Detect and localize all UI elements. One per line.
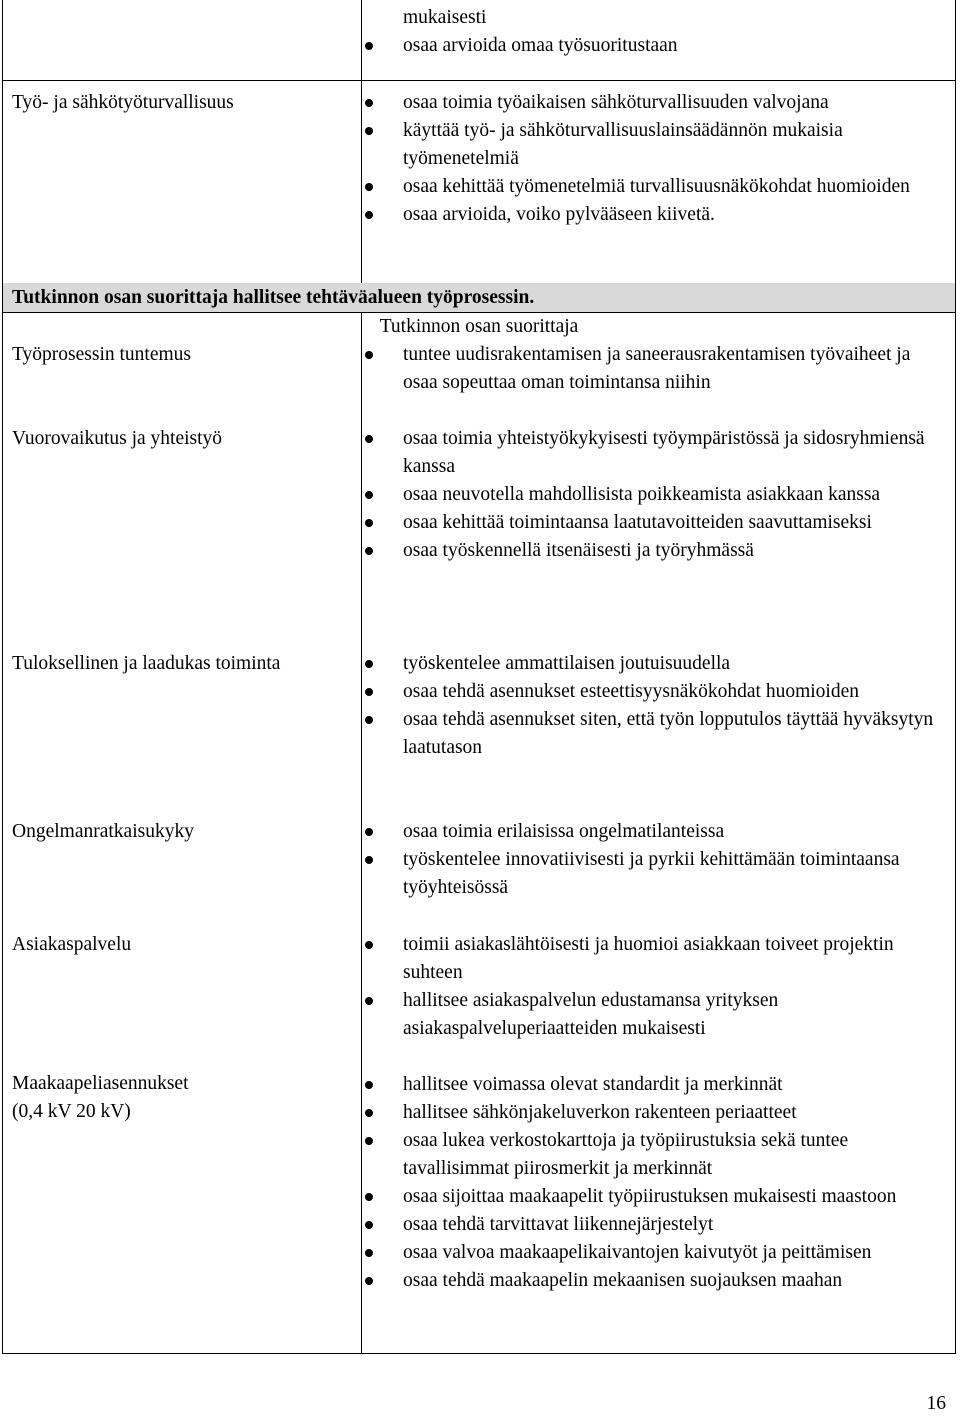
row-list <box>363 818 938 902</box>
list-item: osaa arvioida omaa työsuoritustaan <box>363 32 938 60</box>
top-cell-list <box>363 4 938 60</box>
list-item: hallitsee asiakaspalvelun edustamansa yrityksen asiakaspalveluperiaatteiden mukaisesti <box>363 987 938 1043</box>
list-item: hallitsee sähkönjakeluverkon rakenteen periaatteet <box>363 1099 938 1127</box>
list-item: osaa valvoa maakaapelikaivantojen kaivutyöt ja peittämisen <box>363 1239 938 1267</box>
section-banner: Tutkinnon osan suorittaja hallitsee tehtäväalueen työprosessin. <box>3 283 955 312</box>
row-list <box>363 341 938 397</box>
list-item: hallitsee voimassa olevat standardit ja merkinnät <box>363 1071 938 1099</box>
list-item: toimii asiakaslähtöisesti ja huomioi asiakkaan toiveet projektin suhteen <box>363 931 938 987</box>
row-label-line1: Maakaapeliasennukset <box>12 1073 189 1094</box>
list-item: osaa lukea verkostokarttoja ja työpiirustuksia sekä tuntee tavallisimmat piirosmerkit ja merkinnät <box>363 1127 938 1183</box>
safety-list <box>363 89 938 229</box>
row-label: Asiakaspalvelu <box>12 934 132 955</box>
list-item: työskentelee innovatiivisesti ja pyrkii kehittämään toimintaansa työyhteisössä <box>363 846 938 902</box>
list-item: osaa sijoittaa maakaapelit työpiirustuksen mukaisesti maastoon <box>363 1183 938 1211</box>
list-item: osaa kehittää toimintaansa laatutavoitteiden saavuttamiseksi <box>363 509 938 537</box>
row-list <box>363 650 938 762</box>
list-item: osaa toimia yhteistyökykyisesti työympäristössä ja sidosryhmiensä kanssa <box>363 425 938 481</box>
list-item: osaa toimia työaikaisen sähköturvallisuuden valvojana <box>363 89 938 117</box>
list-item: osaa arvioida, voiko pylvääseen kiivetä. <box>363 201 938 229</box>
list-item: käyttää työ- ja sähköturvallisuuslainsäädännön mukaisia työmenetelmiä <box>363 117 938 173</box>
list-item: osaa tehdä asennukset siten, että työn lopputulos täyttää hyväksytyn laatutason <box>363 706 938 762</box>
row-label: Työ- ja sähkötyöturvallisuus <box>12 92 234 113</box>
row-label: Työprosessin tuntemus <box>12 344 192 365</box>
row-list <box>363 931 938 1043</box>
row-label <box>12 1070 312 1126</box>
row-list <box>363 425 938 565</box>
list-item: osaa neuvotella mahdollisista poikkeamista asiakkaan kanssa <box>363 481 938 509</box>
row-label: Vuorovaikutus ja yhteistyö <box>12 428 223 449</box>
list-item: osaa työskennellä itsenäisesti ja työryhmässä <box>363 537 938 565</box>
row-label-line2: (0,4 kV 20 kV) <box>12 1101 131 1122</box>
continuation-text: mukaisesti <box>403 7 487 28</box>
list-item: työskentelee ammattilaisen joutuisuudella <box>363 650 938 678</box>
column-divider <box>361 312 362 1354</box>
row-divider <box>2 80 956 81</box>
row-label: Ongelmanratkaisukyky <box>12 821 194 842</box>
column-subheader: Tutkinnon osan suorittaja <box>379 316 579 337</box>
list-item: osaa toimia erilaisissa ongelmatilanteissa <box>363 818 938 846</box>
list-item: osaa tehdä asennukset esteettisyysnäkökohdat huomioiden <box>363 678 938 706</box>
list-item: tuntee uudisrakentamisen ja saneerausrakentamisen työvaiheet ja osaa sopeuttaa oman toimintansa niihin <box>363 341 938 397</box>
list-item: osaa kehittää työmenetelmiä turvallisuusnäkökohdat huomioiden <box>363 173 938 201</box>
row-list <box>363 1071 938 1295</box>
list-item: osaa tehdä tarvittavat liikennejärjestelyt <box>363 1211 938 1239</box>
list-item: osaa tehdä maakaapelin mekaanisen suojauksen maahan <box>363 1267 938 1295</box>
column-divider <box>361 0 362 283</box>
row-label: Tuloksellinen ja laadukas toiminta <box>12 653 281 674</box>
page-number: 16 <box>926 1393 946 1414</box>
